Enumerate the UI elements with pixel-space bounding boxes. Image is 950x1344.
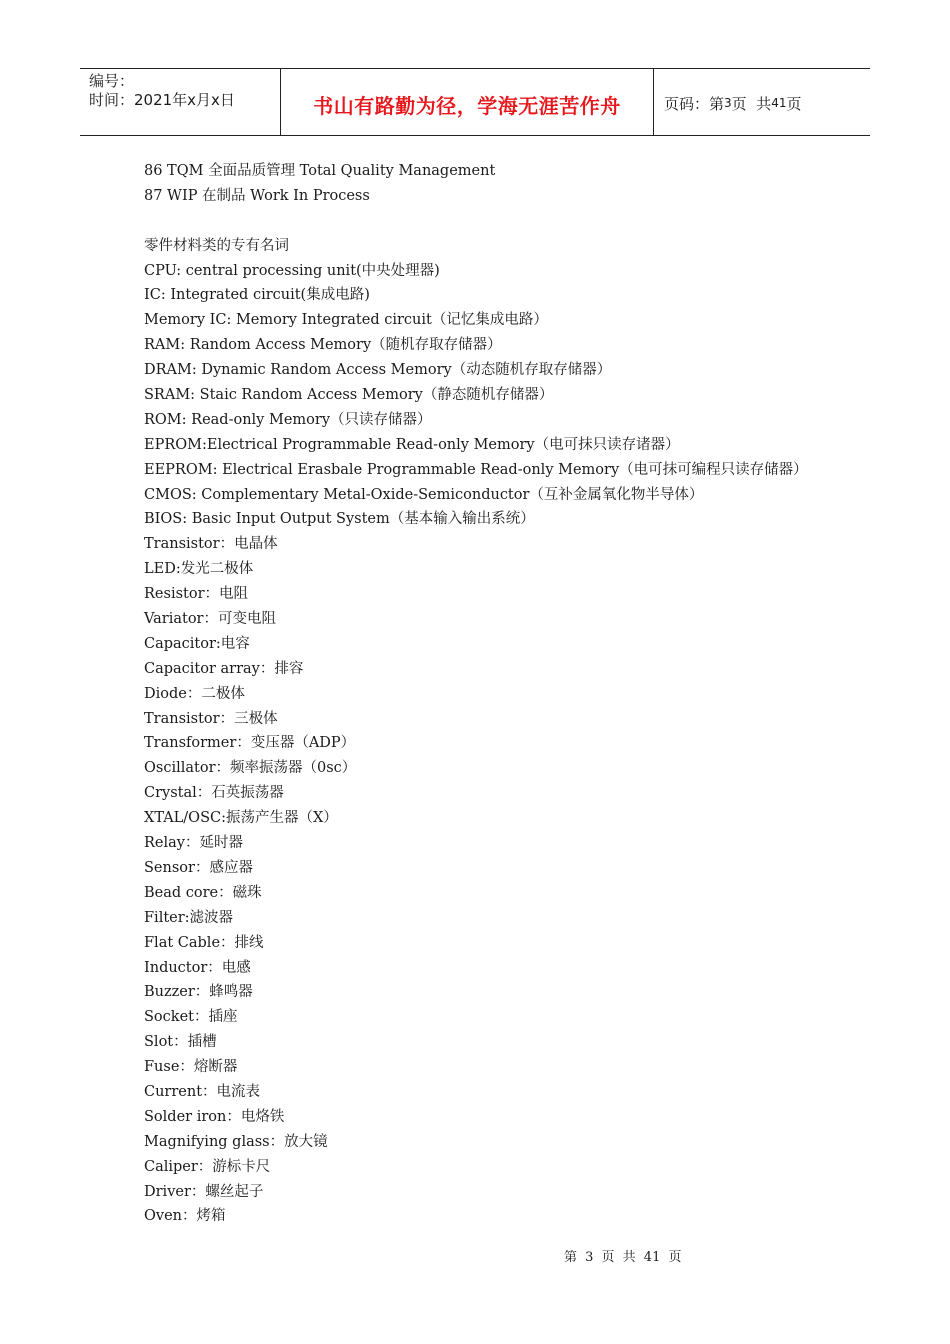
footer-page-number: 第 3 页 共 41 页 xyxy=(564,1250,682,1265)
page-total: 41 xyxy=(771,96,787,110)
section-title: 零件材料类的专有名词 xyxy=(144,237,289,254)
term-item: Fuse：熔断器 xyxy=(144,1059,238,1076)
term-item: Transformer：变压器（ADP） xyxy=(144,735,356,752)
term-item: Transistor：电晶体 xyxy=(144,536,278,553)
document-number-label: 编号： xyxy=(89,72,135,90)
term-item: DRAM: Dynamic Random Access Memory（动态随机存取存储器） xyxy=(144,362,612,379)
term-item: Resistor：电阻 xyxy=(144,586,249,603)
term-item: EEPROM: Electrical Erasbale Programmable Read-only Memory（电可抹可编程只读存储器） xyxy=(144,461,808,478)
term-item: BIOS: Basic Input Output System（基本输入输出系统） xyxy=(144,511,535,528)
page-middle: 页 共 xyxy=(731,94,772,113)
term-item: IC: Integrated circuit(集成电路) xyxy=(144,287,370,304)
term-item: Buzzer：蜂鸣器 xyxy=(144,984,253,1001)
term-item: Sensor：感应器 xyxy=(144,859,253,876)
header-meta xyxy=(80,69,281,135)
term-item: LED:发光二极体 xyxy=(144,561,254,578)
document-body xyxy=(144,159,844,1229)
page-prefix: 页码：第 xyxy=(664,94,725,113)
header-motto-cell xyxy=(281,69,654,135)
document-date: 时间：2021年x月x日 xyxy=(89,91,235,109)
abbrev-item: 86 TQM 全面品质管理 Total Quality Management xyxy=(144,163,496,179)
term-item: Slot：插槽 xyxy=(144,1034,217,1051)
term-item: EPROM:Electrical Programmable Read-only Memory（电可抹只读存诸器） xyxy=(144,436,680,453)
term-item: Relay：延时器 xyxy=(144,835,243,852)
term-item: Driver：螺丝起子 xyxy=(144,1183,264,1200)
abbrev-item: 87 WIP 在制品 Work In Process xyxy=(144,187,370,204)
term-item: Flat Cable：排线 xyxy=(144,934,264,951)
header-page-indicator xyxy=(654,69,870,135)
term-item: Inductor：电感 xyxy=(144,959,251,976)
term-item: Socket：插座 xyxy=(144,1009,238,1026)
term-item: XTAL/OSC:振荡产生器（X） xyxy=(144,810,338,827)
term-item: SRAM: Staic Random Access Memory（静态随机存储器） xyxy=(144,387,554,404)
term-item: Caliper：游标卡尺 xyxy=(144,1158,271,1175)
page-header xyxy=(80,68,870,136)
term-item: Variator：可变电阻 xyxy=(144,611,276,628)
term-item: Diode：二极体 xyxy=(144,685,245,702)
term-item: Oven：烤箱 xyxy=(144,1208,226,1225)
term-item: Transistor：三极体 xyxy=(144,710,278,727)
term-item: Crystal：石英振荡器 xyxy=(144,785,284,802)
term-item: Filter:滤波器 xyxy=(144,909,234,926)
section-spacer xyxy=(144,209,844,234)
term-item: Magnifying glass：放大镜 xyxy=(144,1133,328,1150)
page-suffix: 页 xyxy=(786,94,802,113)
terms-list xyxy=(144,259,844,1230)
term-item: Solder iron：电烙铁 xyxy=(144,1108,285,1125)
term-item: ROM: Read-only Memory（只读存储器） xyxy=(144,411,432,428)
term-item: CPU: central processing unit(中央处理器) xyxy=(144,262,440,279)
term-item: RAM: Random Access Memory（随机存取存储器） xyxy=(144,337,502,354)
page-current: 3 xyxy=(724,96,732,110)
term-item: CMOS: Complementary Metal-Oxide-Semiconductor（互补金属氧化物半导体） xyxy=(144,486,704,503)
term-item: Current：电流表 xyxy=(144,1083,261,1100)
term-item: Bead core：磁珠 xyxy=(144,884,262,901)
term-item: Memory IC: Memory Integrated circuit（记忆集成电路） xyxy=(144,312,548,329)
term-item: Capacitor array：排容 xyxy=(144,660,304,677)
term-item: Capacitor:电容 xyxy=(144,635,250,652)
header-motto: 书山有路勤为径，学海无涯苦作舟 xyxy=(313,93,621,118)
term-item: Oscillator：频率振荡器（0sc） xyxy=(144,760,357,777)
